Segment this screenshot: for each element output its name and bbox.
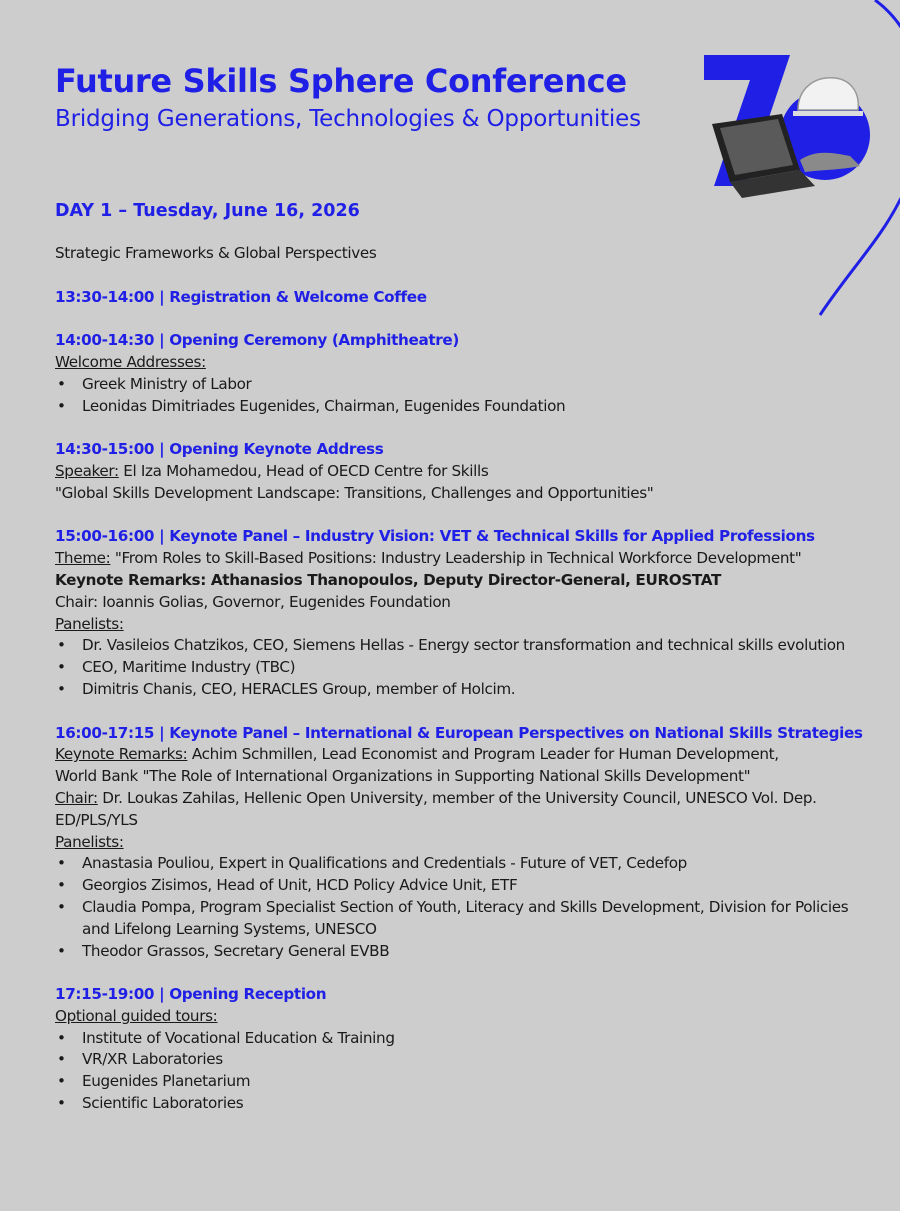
session-international-panel xyxy=(55,723,863,963)
list-item: • Dr. Vasileios Chatzikos, CEO, Siemens Hellas - Energy sector transformation and technical skills evolution xyxy=(55,635,855,657)
list-item: • CEO, Maritime Industry (TBC) xyxy=(55,657,855,679)
session-opening-reception xyxy=(55,984,855,1115)
remarks-text: Achim Schmillen, Lead Economist and Program Leader for Human Development, xyxy=(187,745,779,764)
chair-line xyxy=(55,788,855,832)
list-item: • Greek Ministry of Labor xyxy=(55,374,855,396)
list-item: • Georgios Zisimos, Head of Unit, HCD Policy Advice Unit, ETF xyxy=(55,875,855,897)
panelists-list xyxy=(55,635,855,700)
list-item: • Institute of Vocational Education & Training xyxy=(55,1028,855,1050)
theme-label: Theme: xyxy=(55,549,111,568)
chair-label: Chair: xyxy=(55,788,98,807)
theme-text: "From Roles to Skill-Based Positions: Industry Leadership in Technical Workforce Development" xyxy=(110,549,802,568)
panelists-label: Panelists: xyxy=(55,832,124,851)
page-title: Future Skills Sphere Conference xyxy=(55,62,627,100)
list-item: • Dimitris Chanis, CEO, HERACLES Group, member of Holcim. xyxy=(55,679,855,701)
list-item: • VR/XR Laboratories xyxy=(55,1049,855,1071)
tours-label: Optional guided tours: xyxy=(55,1006,218,1025)
chair-line: Chair: Ioannis Golias, Governor, Eugenides Foundation xyxy=(55,592,451,611)
remarks-line-1 xyxy=(55,744,855,766)
keynote-remarks: Keynote Remarks: Athanasios Thanopoulos, Deputy Director-General, EUROSTAT xyxy=(55,570,721,589)
session-keynote-address xyxy=(55,439,855,504)
session-heading: 17:15-19:00 | Opening Reception xyxy=(55,985,327,1004)
list-item: • Anastasia Pouliou, Expert in Qualifications and Credentials - Future of VET, Cedefop xyxy=(55,853,855,875)
session-industry-panel xyxy=(55,526,855,700)
list-item: • Leonidas Dimitriades Eugenides, Chairman, Eugenides Foundation xyxy=(55,396,855,418)
agenda-content xyxy=(55,198,863,1115)
welcome-addresses-label: Welcome Addresses: xyxy=(55,352,206,371)
session-opening-ceremony xyxy=(55,330,855,417)
list-item: • Claudia Pompa, Program Specialist Section of Youth, Literacy and Skills Development, Division for Policies and Lifelong Learning Systems, UNESCO xyxy=(55,897,855,941)
list-item: • Theodor Grassos, Secretary General EVBB xyxy=(55,941,855,963)
session-registration xyxy=(55,287,855,309)
panelists-list xyxy=(55,853,855,962)
theme-line xyxy=(55,548,855,570)
tours-list xyxy=(55,1028,855,1115)
session-heading: 15:00-16:00 | Keynote Panel – Industry Vision: VET & Technical Skills for Applied Professions xyxy=(55,527,815,546)
chair-text: Dr. Loukas Zahilas, Hellenic Open University, member of the University Council, UNESCO Vol. Dep. ED/PLS/YLS xyxy=(55,788,817,829)
welcome-list xyxy=(55,374,855,418)
page-subtitle: Bridging Generations, Technologies & Opportunities xyxy=(55,106,641,132)
list-item: • Eugenides Planetarium xyxy=(55,1071,855,1093)
session-heading: 16:00-17:15 | Keynote Panel – International & European Perspectives on National Skills Strategies xyxy=(55,723,863,742)
speaker-line xyxy=(55,461,855,483)
remarks-label: Keynote Remarks: xyxy=(55,745,188,764)
session-heading: 14:30-15:00 | Opening Keynote Address xyxy=(55,440,384,459)
session-heading: 13:30-14:00 | Registration & Welcome Coffee xyxy=(55,287,427,306)
talk-title: "Global Skills Development Landscape: Transitions, Challenges and Opportunities" xyxy=(55,483,654,502)
list-item: • Scientific Laboratories xyxy=(55,1093,855,1115)
day-theme: Strategic Frameworks & Global Perspectives xyxy=(55,244,377,262)
remarks-line-2: World Bank "The Role of International Organizations in Supporting National Skills Development" xyxy=(55,767,751,786)
day-heading: DAY 1 – Tuesday, June 16, 2026 xyxy=(55,201,360,221)
speaker-text: El Iza Mohamedou, Head of OECD Centre for Skills xyxy=(118,461,489,480)
session-heading: 14:00-14:30 | Opening Ceremony (Amphitheatre) xyxy=(55,331,459,350)
speaker-label: Speaker: xyxy=(55,461,119,480)
hard-hat-icon xyxy=(793,78,863,116)
panelists-label: Panelists: xyxy=(55,614,124,633)
